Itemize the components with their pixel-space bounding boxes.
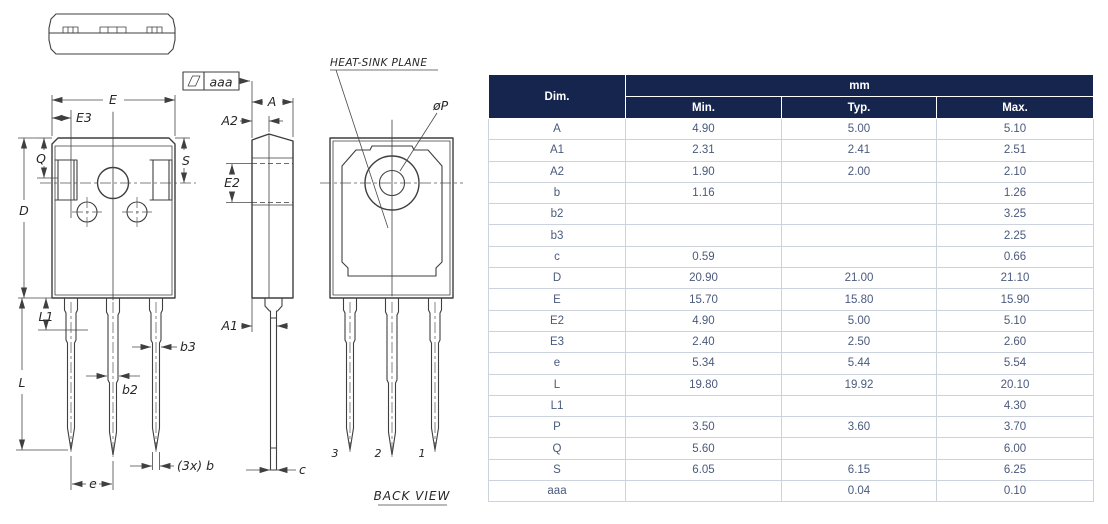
front-view — [16, 92, 214, 491]
max-cell: 0.10 — [937, 481, 1094, 502]
table-row — [489, 438, 1094, 459]
min-cell: 3.50 — [626, 417, 782, 438]
front-view-leads — [65, 298, 163, 457]
back-view — [320, 57, 463, 505]
min-cell — [626, 481, 782, 502]
flatness-symbol-icon — [188, 76, 200, 86]
min-cell: 6.05 — [626, 459, 782, 480]
pin-number-3: 3 — [331, 447, 339, 460]
min-cell: 15.70 — [626, 289, 782, 310]
min-cell: 4.90 — [626, 119, 782, 140]
hole-diameter-label: øP — [433, 98, 449, 113]
header-dim: Dim. — [489, 75, 626, 119]
table-row — [489, 140, 1094, 161]
max-cell: 2.51 — [937, 140, 1094, 161]
dim-cell: Q — [489, 438, 626, 459]
back-view-title: BACK VIEW — [373, 489, 451, 503]
dim-label-E: E — [109, 92, 117, 107]
typ-cell: 21.00 — [782, 268, 937, 289]
header-min: Min. — [626, 97, 782, 119]
max-cell: 4.30 — [937, 395, 1094, 416]
pin-number-1: 1 — [418, 447, 426, 460]
dim-label-S: S — [182, 153, 190, 168]
max-cell: 5.54 — [937, 353, 1094, 374]
min-cell: 1.16 — [626, 182, 782, 203]
dim-label-A: A — [267, 94, 277, 109]
max-cell: 1.26 — [937, 182, 1094, 203]
package-outline-drawing — [0, 0, 490, 524]
dim-label-Q: Q — [36, 151, 46, 166]
dim-label-E2: E2 — [224, 175, 240, 190]
dimension-table-container — [488, 74, 1093, 502]
dim-cell: D — [489, 268, 626, 289]
dim-cell: A1 — [489, 140, 626, 161]
table-row — [489, 353, 1094, 374]
max-cell: 3.25 — [937, 204, 1094, 225]
dim-label-e: e — [89, 476, 97, 491]
max-cell: 6.00 — [937, 438, 1094, 459]
header-typ: Typ. — [782, 97, 937, 119]
dim-label-A1: A1 — [221, 318, 238, 333]
typ-cell: 5.00 — [782, 119, 937, 140]
min-cell: 2.40 — [626, 331, 782, 352]
typ-cell — [782, 182, 937, 203]
dim-cell: E — [489, 289, 626, 310]
header-max: Max. — [937, 97, 1094, 119]
dim-label-E3: E3 — [76, 110, 92, 125]
dim-label-c: c — [299, 462, 306, 477]
typ-cell: 15.80 — [782, 289, 937, 310]
typ-cell: 19.92 — [782, 374, 937, 395]
dim-label-L1: L1 — [38, 309, 54, 324]
table-row — [489, 374, 1094, 395]
flatness-tolerance-label: aaa — [209, 74, 233, 90]
table-row — [489, 310, 1094, 331]
header-unit-mm: mm — [626, 75, 1094, 97]
table-row — [489, 331, 1094, 352]
dim-cell: E3 — [489, 331, 626, 352]
max-cell: 2.25 — [937, 225, 1094, 246]
dim-cell: e — [489, 353, 626, 374]
max-cell: 5.10 — [937, 119, 1094, 140]
typ-cell — [782, 395, 937, 416]
table-row — [489, 459, 1094, 480]
typ-cell: 5.44 — [782, 353, 937, 374]
max-cell: 2.60 — [937, 331, 1094, 352]
table-row — [489, 417, 1094, 438]
table-row — [489, 289, 1094, 310]
table-row — [489, 246, 1094, 267]
typ-cell: 2.50 — [782, 331, 937, 352]
min-cell: 4.90 — [626, 310, 782, 331]
dim-cell: P — [489, 417, 626, 438]
typ-cell: 2.41 — [782, 140, 937, 161]
table-row — [489, 225, 1094, 246]
table-row — [489, 395, 1094, 416]
dim-cell: b — [489, 182, 626, 203]
typ-cell — [782, 225, 937, 246]
min-cell — [626, 225, 782, 246]
dim-label-A2: A2 — [221, 113, 238, 128]
table-row — [489, 182, 1094, 203]
flatness-callout — [183, 72, 252, 138]
pin-number-2: 2 — [374, 447, 382, 460]
max-cell: 21.10 — [937, 268, 1094, 289]
dim-label-D: D — [19, 203, 29, 218]
max-cell: 2.10 — [937, 161, 1094, 182]
min-cell: 20.90 — [626, 268, 782, 289]
table-row — [489, 161, 1094, 182]
dim-label-b2: b2 — [122, 382, 138, 397]
max-cell: 6.25 — [937, 459, 1094, 480]
dim-cell: b3 — [489, 225, 626, 246]
min-cell: 19.80 — [626, 374, 782, 395]
back-view-leads — [344, 298, 442, 457]
dim-label-L: L — [18, 375, 26, 390]
typ-cell: 5.00 — [782, 310, 937, 331]
dim-cell: L1 — [489, 395, 626, 416]
typ-cell: 3.60 — [782, 417, 937, 438]
heat-sink-plane-label: HEAT-SINK PLANE — [330, 57, 428, 69]
dim-cell: aaa — [489, 481, 626, 502]
dim-cell: A2 — [489, 161, 626, 182]
typ-cell: 6.15 — [782, 459, 937, 480]
dim-cell: A — [489, 119, 626, 140]
min-cell: 5.60 — [626, 438, 782, 459]
min-cell: 5.34 — [626, 353, 782, 374]
max-cell: 0.66 — [937, 246, 1094, 267]
typ-cell: 2.00 — [782, 161, 937, 182]
side-view — [220, 94, 306, 477]
dim-cell: b2 — [489, 204, 626, 225]
typ-cell — [782, 204, 937, 225]
min-cell — [626, 395, 782, 416]
dimension-table — [488, 74, 1094, 502]
dim-cell: c — [489, 246, 626, 267]
table-row — [489, 204, 1094, 225]
dim-label-b3: b3 — [180, 339, 196, 354]
min-cell: 1.90 — [626, 161, 782, 182]
min-cell: 2.31 — [626, 140, 782, 161]
typ-cell — [782, 246, 937, 267]
table-row — [489, 119, 1094, 140]
dim-cell: S — [489, 459, 626, 480]
dim-label-b: (3x) b — [177, 458, 215, 473]
dim-cell: E2 — [489, 310, 626, 331]
typ-cell — [782, 438, 937, 459]
max-cell: 3.70 — [937, 417, 1094, 438]
table-row — [489, 481, 1094, 502]
top-view — [49, 14, 175, 54]
max-cell: 15.90 — [937, 289, 1094, 310]
top-view-lead-stubs — [63, 27, 162, 33]
max-cell: 20.10 — [937, 374, 1094, 395]
dim-cell: L — [489, 374, 626, 395]
max-cell: 5.10 — [937, 310, 1094, 331]
min-cell — [626, 204, 782, 225]
typ-cell: 0.04 — [782, 481, 937, 502]
table-row — [489, 268, 1094, 289]
min-cell: 0.59 — [626, 246, 782, 267]
